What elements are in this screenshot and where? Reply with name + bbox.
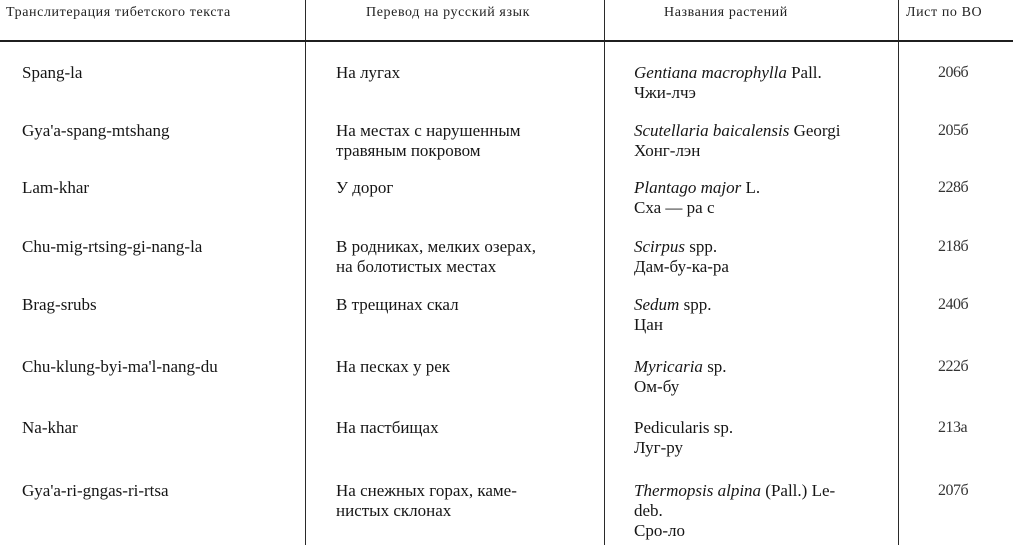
habitat-line: нистых склонах [336, 501, 452, 520]
sheet-cell: 213а [938, 419, 968, 436]
plant-cell [634, 63, 896, 103]
plant-name-line: Pedicularis sp. [634, 418, 734, 437]
habitat-cell [336, 121, 594, 161]
transliteration-cell: Chu-mig-rtsing-gi-nang-la [22, 237, 203, 256]
header-translation: Перевод на русский язык [366, 5, 530, 20]
transliteration-cell: Spang-la [22, 63, 83, 82]
habitat-cell [336, 481, 594, 521]
plant-local-name: Хонг-лэн [634, 141, 701, 160]
plant-cell [634, 121, 896, 161]
plant-local-name: Сро-ло [634, 521, 685, 540]
transliteration-cell: Gya'a-spang-mtshang [22, 121, 170, 140]
habitat-line: У дорог [336, 178, 394, 197]
plant-cell [634, 178, 896, 218]
habitat-cell [336, 63, 594, 83]
transliteration-cell: Na-khar [22, 418, 78, 437]
table-row [0, 121, 1013, 183]
plant-author: Pall. [786, 63, 822, 82]
plant-local-name: Луг-ру [634, 438, 684, 457]
habitat-line: На местах с нарушенным [336, 121, 521, 140]
habitat-cell [336, 237, 594, 277]
plant-cell [634, 357, 896, 397]
habitat-line: На песках у рек [336, 357, 451, 376]
plant-local-name: Цан [634, 315, 663, 334]
sheet-cell: 207б [938, 482, 969, 499]
header-transliteration: Транслитерация тибетского текста [6, 5, 231, 20]
plant-latin-name: Scirpus [634, 237, 685, 256]
habitat-line: На пастбищах [336, 418, 439, 437]
plant-name-line [634, 178, 896, 198]
transliteration-cell: Brag-srubs [22, 295, 97, 314]
table-row [0, 357, 1013, 419]
plant-author: sp. [702, 357, 727, 376]
plant-latin-name: Sedum [634, 295, 680, 314]
transliteration-cell: Gya'a-ri-gngas-ri-rtsa [22, 481, 169, 500]
habitat-line: В трещинах скал [336, 295, 459, 314]
habitat-line: В родниках, мелких озерах, [336, 237, 536, 256]
table-row [0, 178, 1013, 240]
habitat-cell [336, 295, 594, 315]
plant-name-line [634, 357, 896, 377]
plant-latin-name: Thermopsis alpina [634, 481, 762, 500]
plant-local-name: Сха — ра с [634, 198, 715, 217]
plant-cell [634, 237, 896, 277]
plant-cell [634, 295, 896, 335]
plant-latin-name: Myricaria [634, 357, 703, 376]
plant-name-line [634, 237, 896, 257]
habitat-cell [336, 418, 594, 438]
sheet-cell: 240б [938, 296, 969, 313]
transliteration-cell: Chu-klung-byi-ma'l-nang-du [22, 357, 218, 376]
habitat-cell [336, 357, 594, 377]
plant-latin-name: Gentiana macrophylla [634, 63, 787, 82]
plant-author: (Pall.) Le- [761, 481, 836, 500]
habitat-line: на болотистых местах [336, 257, 497, 276]
plant-author: Georgi [789, 121, 841, 140]
plant-latin-name: Scutellaria baicalensis [634, 121, 790, 140]
plant-name-line [634, 121, 896, 141]
table-row [0, 481, 1013, 543]
habitat-cell [336, 178, 594, 198]
header-rule [0, 40, 1013, 42]
plant-name-line [634, 63, 896, 83]
header-plant-names: Названия растений [664, 5, 788, 20]
sheet-cell: 228б [938, 179, 969, 196]
plant-name-line [634, 481, 896, 501]
table-row [0, 418, 1013, 480]
plant-author-continued: deb. [634, 501, 663, 520]
plant-local-name: Чжи-лчэ [634, 83, 696, 102]
habitat-line: На снежных горах, каме- [336, 481, 517, 500]
header-sheet: Лист по ВО [906, 5, 983, 20]
plant-cell [634, 418, 896, 458]
habitat-line: травяным покровом [336, 141, 481, 160]
plant-local-name: Дам-бу-ка-ра [634, 257, 729, 276]
plant-latin-name: Plantago major [634, 178, 742, 197]
sheet-cell: 222б [938, 358, 969, 375]
habitat-line: На лугах [336, 63, 401, 82]
plant-author: spp. [685, 237, 718, 256]
table-row [0, 295, 1013, 357]
plant-name-line [634, 295, 896, 315]
table-row [0, 63, 1013, 125]
plant-cell [634, 481, 896, 541]
plant-author: spp. [679, 295, 712, 314]
plant-local-name: Ом-бу [634, 377, 680, 396]
sheet-cell: 206б [938, 64, 969, 81]
sheet-cell: 205б [938, 122, 969, 139]
table-row [0, 237, 1013, 299]
plant-author: L. [741, 178, 761, 197]
transliteration-cell: Lam-khar [22, 178, 90, 197]
sheet-cell: 218б [938, 238, 969, 255]
